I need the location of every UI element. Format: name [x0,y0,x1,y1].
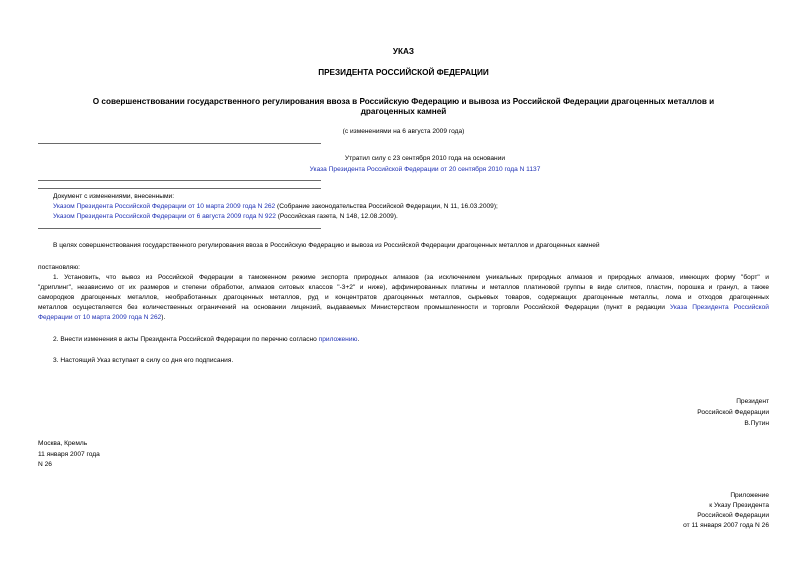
paragraph-1-line [38,314,165,321]
change-source: (Российская газета, N 148, 12.08.2009). [275,213,398,220]
date: 11 января 2007 года [38,451,100,458]
signature-country: Российской Федерации [697,409,769,416]
appendix-date: от 11 января 2007 года N 26 [683,522,769,529]
heading-line-2: драгоценных камней [360,107,447,116]
amendment-link[interactable]: Указа Президента Российской [669,304,769,311]
paragraph-1-line: "дриплинг", независимо от их размеров и степени обработки, алмазов ситовых классов "-3+2" и ниже), аффинированных платины и металлов платиновой группы в виде слитков, пластин, порошка и гранул, а также [38,284,769,291]
change-source: (Собрание законодательства Российской Федерации, N 11, 16.03.2009); [275,203,498,210]
paragraph-2 [53,336,359,343]
appendix-ref: к Указу Президента [709,502,769,509]
heading-line-1: О совершенствовании государственного регулирования ввоза в Российскую Федерацию и вывоза из Российской Федерации драгоценных металлов и [92,97,715,106]
paragraph-2-end: . [357,336,360,343]
divider [38,228,321,229]
change-link-262[interactable]: Указом Президента Российской Федерации от 10 марта 2009 года N 262 [53,203,276,210]
paragraph-1-line [38,304,769,311]
place: Москва, Кремль [38,440,88,447]
divider [38,180,321,181]
paragraph-3: 3. Настоящий Указ вступает в силу со дня его подписания. [53,357,234,364]
paragraph-1-text: металлов осуществляется без количественных ограничений на основании лицензий, выдаваемых Министерством промышленности и торговли Российской Федерации (пункт в редакции [38,304,670,311]
appendix-title: Приложение [730,492,769,499]
signature-title: Президент [736,398,769,405]
decree-word: постановляю: [38,264,81,271]
paragraph-1-end: ). [161,314,166,321]
divider [38,188,321,189]
change-item [53,203,498,210]
decree-title: УКАЗ [392,47,415,56]
preamble: В целях совершенствования государственного регулирования ввоза в Российскую Федерацию и вывоза из Российской Федерации драгоценных металлов и драгоценных камней [53,242,600,249]
decree-subtitle: ПРЕЗИДЕНТА РОССИЙСКОЙ ФЕДЕРАЦИИ [318,68,489,77]
paragraph-2-text: 2. Внести изменения в акты Президента Российской Федерации по перечню согласно [53,336,319,343]
paragraph-1-line: 1. Установить, что вывоз из Российской Федерации в таможенном режиме экспорта природных алмазов (за исключением уникальных природных алмазов и природных алмазов, имеющих форму "борт" и [53,274,769,281]
appendix-link[interactable]: приложению [318,336,358,343]
repeal-status: Утратил силу с 23 сентября 2010 года на основании [344,155,506,162]
appendix-country: Российской Федерации [697,512,769,519]
repeal-decree-link[interactable]: Указа Президента Российской Федерации от 20 сентября 2010 года N 1137 [309,166,541,173]
decree-number: N 26 [38,461,52,468]
amendments-note: (с изменениями на 6 августа 2009 года) [342,128,465,135]
changes-label: Документ с изменениями, внесенными: [53,193,175,200]
signature-name: В.Путин [744,420,769,427]
paragraph-1-line: самородков драгоценных металлов, необработанных драгоценных металлов, руд и концентратов драгоценных металлов, сырьевых товаров, содержащих драгоценные металлы, лома и отходов драгоценных [38,294,769,301]
divider [38,143,321,144]
change-link-922[interactable]: Указом Президента Российской Федерации от 6 августа 2009 года N 922 [53,213,276,220]
amendment-link-cont[interactable]: Федерации от 10 марта 2009 года N 262 [38,314,162,321]
change-item [53,213,398,220]
